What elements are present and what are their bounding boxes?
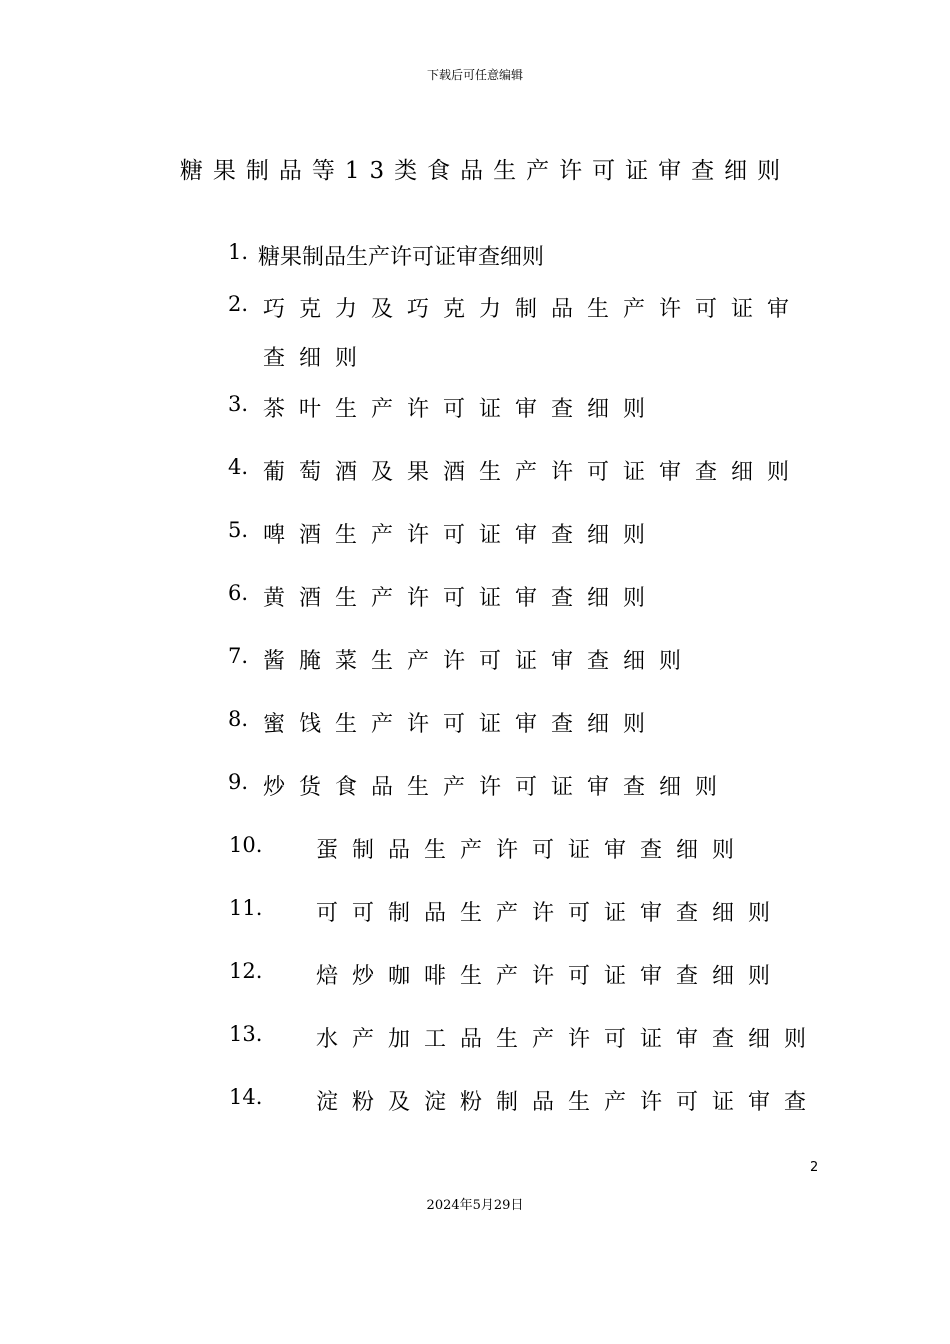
list-item-number: 14. — [229, 1085, 263, 1109]
list-item-text: 焙炒咖啡生产许可证审查细则 — [316, 964, 785, 989]
list-item-number: 13. — [229, 1022, 263, 1046]
list-item-number: 3. — [228, 392, 249, 416]
list-item-number: 8. — [228, 707, 249, 731]
list-item-text: 啤酒生产许可证审查细则 — [263, 523, 660, 548]
page-number: 2 — [810, 1160, 819, 1175]
list-item-number: 7. — [228, 644, 249, 668]
list-item-text: 葡萄酒及果酒生产许可证审查细则 — [263, 460, 804, 485]
list-item-number: 5. — [228, 518, 249, 542]
document-title: 糖果制品等13类食品生产许可证审查细则 — [179, 158, 791, 184]
list-item-text: 糖果制品生产许可证审查细则 — [258, 245, 545, 270]
list-item-number: 2. — [228, 292, 249, 316]
list-item-number: 1. — [228, 240, 249, 264]
list-item-text: 水产加工品生产许可证审查细则 — [316, 1027, 821, 1052]
list-item-text: 茶叶生产许可证审查细则 — [263, 397, 660, 422]
list-item-text: 巧克力及巧克力制品生产许可证审 — [263, 297, 804, 322]
list-item-text: 淀粉及淀粉制品生产许可证审查 — [316, 1090, 821, 1115]
page-header: 下载后可任意编辑 — [426, 68, 523, 82]
list-item-text: 酱腌菜生产许可证审查细则 — [263, 649, 696, 674]
list-item-number: 4. — [228, 455, 249, 479]
list-item-text-continuation: 查细则 — [263, 346, 372, 371]
list-item-number: 6. — [228, 581, 249, 605]
list-item-number: 11. — [229, 896, 263, 920]
list-item-text: 蛋制品生产许可证审查细则 — [316, 838, 749, 863]
list-item-text: 炒货食品生产许可证审查细则 — [263, 775, 732, 800]
list-item-text: 黄酒生产许可证审查细则 — [263, 586, 660, 611]
list-item-number: 10. — [229, 833, 263, 857]
list-item-text: 蜜饯生产许可证审查细则 — [263, 712, 660, 737]
list-item-number: 12. — [229, 959, 263, 983]
list-item-text: 可可制品生产许可证审查细则 — [316, 901, 785, 926]
page-footer-date: 2024年5月29日 — [426, 1198, 524, 1213]
list-item-number: 9. — [228, 770, 249, 794]
